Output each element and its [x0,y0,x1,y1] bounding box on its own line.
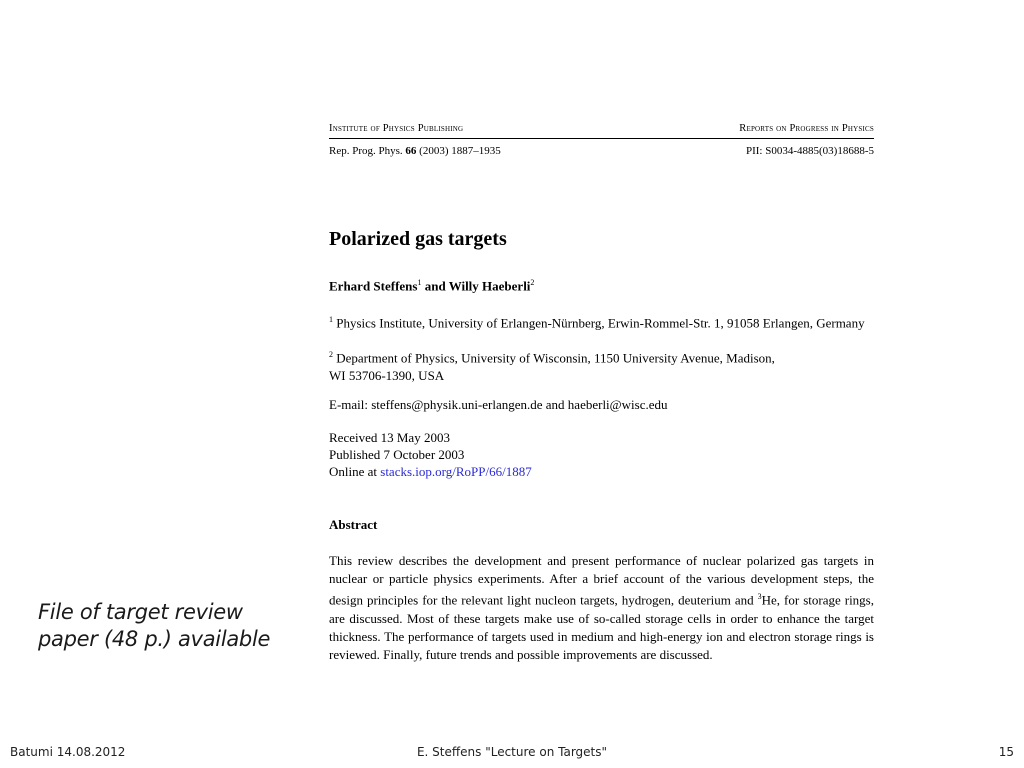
affiliation-2: $^2$ Department of Physics, University of Wisconsin, 1150 University Avenue, Madison, WI 53706-1390, USA [329,350,775,383]
footer-title: E. Steffens "Lecture on Targets" [416,745,608,759]
review-note: File of target review paper (48 p.) available [38,600,271,651]
authors: Erhard Steffens$^1$ and Willy Haeberli$^2$ [329,278,535,294]
footer-date: Batumi 14.08.2012 [10,745,126,759]
pii: PII: S0034-4885(03)18688-5 [745,145,874,157]
abstract-heading: Abstract [329,517,378,532]
journal-header-row [329,118,874,134]
email-line: E-mail: steffens@physik.uni-erlangen.de and haeberli@wisc.edu [329,397,668,412]
slide-number: 15 [998,745,1014,759]
header-rule [329,138,874,139]
online-line: Online at stacks.iop.org/RoPP/66/1887 [329,464,532,479]
paper-title: Polarized gas targets [329,228,507,250]
online-link[interactable]: stacks.iop.org/RoPP/66/1887 [380,464,532,479]
journal-name: Reports on Progress in Physics [739,123,874,134]
received-date: Received 13 May 2003 [329,430,450,445]
abstract-text: This review describes the development and present performance of nuclear polarized gas targets in nuclear or particle physics experiments. After a brief account of the various development steps, the design principles for the relevant light nucleon targets, hydrogen, deuterium and $^3$He, for storage rings, are discussed. Most of these targets make use of so-called storage cells in order to enhance the target thickness. The performance of targets used in medium and high-energy ion and electron storage rings is reviewed. Finally, future trends and possible improvements are discussed. [329,553,874,662]
citation: Rep. Prog. Phys. 66 (2003) 1887–1935 [329,145,501,157]
publisher-name: Institute of Physics Publishing [329,123,464,134]
publication-dates [329,429,532,480]
published-date: Published 7 October 2003 [329,447,465,462]
affiliation-1: $^1$ Physics Institute, University of Erlangen-Nürnberg, Erwin-Rommel-Str. 1, 91058 Erlangen, Germany [329,315,865,331]
paper-header [329,118,874,161]
citation-row [329,145,874,161]
